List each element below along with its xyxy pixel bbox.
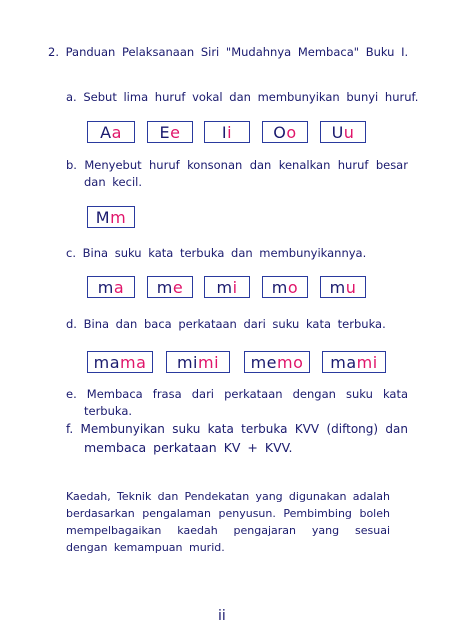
item-f-line2: membaca perkataan KV + KVV. — [84, 440, 293, 455]
word: Pembimbing — [283, 507, 352, 520]
word-box-mami — [322, 351, 386, 373]
word: (diftong) — [326, 422, 379, 436]
word-box-memo — [244, 351, 310, 373]
word: konsonan — [187, 158, 243, 172]
word: yang — [255, 490, 283, 503]
syllable-consonant: m — [271, 277, 288, 297]
word-first-syllable: mi — [176, 352, 198, 372]
vowel-lower: u — [343, 122, 355, 142]
item-e-line1 — [66, 386, 408, 402]
word-second-syllable: mo — [277, 352, 304, 372]
word: kata — [382, 387, 408, 401]
closing-paragraph-line1 — [66, 489, 390, 505]
word-first-syllable: me — [250, 352, 278, 372]
consonant-upper: M — [95, 207, 111, 227]
syllable-consonant: m — [156, 277, 173, 297]
word: adalah — [352, 490, 390, 503]
vowel-upper: O — [273, 122, 287, 142]
vowel-lower: e — [170, 122, 181, 142]
consonant-box — [87, 206, 135, 228]
item-c-text: c. Bina suku kata terbuka dan membunyikannya. — [66, 246, 367, 260]
vowel-box-i — [204, 121, 250, 143]
word: berdasarkan — [66, 507, 135, 520]
item-b-line2: dan kecil. — [84, 175, 142, 189]
syllable-box-me — [147, 276, 193, 298]
syllable-box-mi — [204, 276, 250, 298]
closing-paragraph-line3 — [66, 523, 390, 539]
word: terbuka — [241, 422, 288, 436]
word: dan — [157, 490, 179, 503]
word-second-syllable: mi — [356, 352, 378, 372]
word: suku — [346, 387, 373, 401]
section-heading: 2. Panduan Pelaksanaan Siri "Mudahnya Membaca" Buku I. — [48, 45, 409, 59]
word-first-syllable: ma — [93, 352, 120, 372]
word: Teknik — [116, 490, 152, 503]
word: dan — [385, 422, 408, 436]
word: f. — [66, 422, 74, 436]
word-first-syllable: ma — [330, 352, 357, 372]
word: suku — [172, 422, 201, 436]
word: perkataan — [224, 387, 283, 401]
closing-paragraph-line2 — [66, 506, 390, 522]
word: dari — [191, 387, 214, 401]
syllable-box-ma — [87, 276, 135, 298]
word: KVV — [294, 422, 320, 436]
item-a-text: a. Sebut lima huruf vokal dan membunyikan bunyi huruf. — [66, 90, 419, 104]
word: kata — [207, 422, 234, 436]
word: kenalkan — [278, 158, 331, 172]
word: penyusun. — [218, 507, 276, 520]
vowel-upper: I — [221, 122, 228, 142]
syllable-consonant: m — [97, 277, 114, 297]
word: Pendekatan — [184, 490, 250, 503]
syllable-consonant: m — [216, 277, 233, 297]
vowel-box-o — [262, 121, 308, 143]
word: Membunyikan — [80, 422, 165, 436]
vowel-box-u — [320, 121, 366, 143]
syllable-box-mo — [262, 276, 308, 298]
word: dengan — [292, 387, 336, 401]
word: b. — [66, 158, 77, 172]
word-box-mama — [87, 351, 153, 373]
word: digunakan — [288, 490, 347, 503]
item-d-text: d. Bina dan baca perkataan dari suku kata terbuka. — [66, 317, 386, 331]
page-number: ii — [218, 608, 226, 624]
word: huruf — [337, 158, 369, 172]
word: e. — [66, 387, 77, 401]
word-box-mimi — [166, 351, 230, 373]
vowel-upper: U — [331, 122, 344, 142]
vowel-lower: a — [111, 122, 122, 142]
closing-paragraph-line4: dengan kemampuan murid. — [66, 541, 225, 554]
word-second-syllable: mi — [198, 352, 220, 372]
word: yang — [311, 524, 340, 537]
vowel-lower: i — [227, 122, 233, 142]
vowel-upper: A — [100, 122, 112, 142]
syllable-box-mu — [320, 276, 366, 298]
syllable-consonant: m — [329, 277, 346, 297]
word: Membaca — [86, 387, 143, 401]
vowel-box-a — [87, 121, 135, 143]
syllable-vowel: i — [232, 277, 238, 297]
consonant-lower: m — [110, 207, 127, 227]
syllable-vowel: u — [345, 277, 357, 297]
vowel-box-e — [147, 121, 193, 143]
word: frasa — [152, 387, 182, 401]
word: dan — [249, 158, 272, 172]
vowel-upper: E — [159, 122, 171, 142]
word: Kaedah, — [66, 490, 111, 503]
item-b-line1 — [66, 157, 408, 173]
word: besar — [375, 158, 408, 172]
word: pengalaman — [142, 507, 211, 520]
syllable-vowel: e — [172, 277, 184, 297]
syllable-vowel: a — [113, 277, 125, 297]
word: mempelbagaikan — [66, 524, 162, 537]
item-e-line2: terbuka. — [84, 404, 133, 418]
word: sesuai — [355, 524, 390, 537]
syllable-vowel: o — [287, 277, 299, 297]
vowel-lower: o — [286, 122, 297, 142]
item-f-line1 — [66, 421, 408, 437]
word: Menyebut — [84, 158, 142, 172]
word: kaedah — [177, 524, 218, 537]
word-second-syllable: ma — [120, 352, 147, 372]
word: huruf — [149, 158, 180, 172]
word: pengajaran — [233, 524, 297, 537]
word: boleh — [359, 507, 390, 520]
